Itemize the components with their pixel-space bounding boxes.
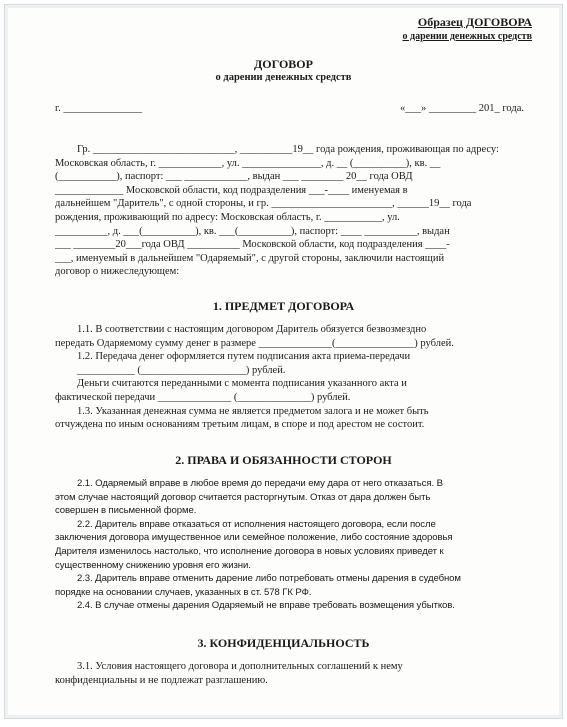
- document-page: [4, 4, 563, 719]
- place-line: г. _______________: [55, 103, 143, 114]
- date-line: «___» _________ 201_ года.: [400, 103, 524, 114]
- section-line: фактической передачи ______________ (______________) рублей.: [55, 391, 351, 403]
- section-line: совершен в письменной форме.: [55, 505, 197, 517]
- section-line: 1.1. В соответствии с настоящим договором Даритель обязуется безвозмездно: [77, 324, 427, 335]
- preamble-line: __________, д. ___(__________), кв. ___(__________), паспорт: ____ __________, выдан: [55, 225, 450, 237]
- section-line: 2.3. Даритель вправе отменить дарение либо потребовать отмены дарения в судебном: [77, 573, 461, 585]
- preamble-line: рождения, проживающий по адресу: Московская область, г. ___________, ул.: [55, 211, 400, 223]
- preamble-line: договор о нижеследующем:: [55, 266, 180, 278]
- section-line: существенному снижению уровня его жизни.: [55, 559, 251, 571]
- section-heading-confidentiality: 3. КОНФИДЕНЦИАЛЬНОСТЬ: [197, 636, 370, 650]
- section-line: 1.3. Указанная денежная сумма не является предметом залога и не может быть: [77, 405, 429, 417]
- section-line: заключения договора имущественное или семейное положение, либо состояние здоровья: [55, 532, 453, 544]
- section-heading-subject: 1. ПРЕДМЕТ ДОГОВОРА: [212, 299, 355, 313]
- preamble-line: (___________), паспорт: ___ ____________, выдан ___ ________ 20__ года ОВД: [55, 171, 413, 183]
- section-line: 2.4. В случае отмены дарения Одаряемый не вправе требовать возмещения убытков.: [77, 600, 455, 612]
- section-body-subject: [55, 323, 529, 432]
- preamble-line: ___, именуемый в дальнейшем "Одаряемый", с другой стороны, заключили настоящий: [55, 252, 445, 264]
- section-line: Деньги считаются переданными с момента подписания указанного акта и: [77, 378, 407, 390]
- section-line: Дарителя изменилось настолько, что исполнение договора в новых условиях приведет к: [55, 545, 444, 557]
- section-line: передать Одаряемому сумму денег в размере ______________(_______________) рублей.: [55, 337, 454, 349]
- sample-caption-line2: о дарении денежных средств: [402, 31, 532, 42]
- section-line: 3.1. Условия настоящего договора и дополнительных соглашений к нему: [77, 661, 403, 672]
- preamble-line: дальнейшем "Даритель", с одной стороны, и гр. _______________________, ______19__ года: [55, 198, 472, 210]
- section-line: отчуждена по иным основаниям третьим лицам, в споре и под арестом не состоит.: [55, 419, 425, 431]
- preamble: [55, 143, 529, 279]
- preamble-line: Московская область, г. ____________, ул. _______________, д. __ (__________), кв. __: [55, 157, 441, 169]
- section-line: 1.2. Передача денег оформляется путем подписания акта приема-передачи: [77, 351, 411, 363]
- preamble-line: Гр. ___________________________, __________19__ года рождения, проживающая по адресу:: [77, 144, 499, 155]
- section-body-confidentiality: [55, 660, 529, 687]
- section-line: этом случае настоящий договор считается расторгнутым. Отказ от дара должен быть: [55, 491, 431, 503]
- sample-caption-line1: Образец ДОГОВОРА: [417, 15, 532, 29]
- document-subtitle: о дарении денежных средств: [215, 72, 352, 83]
- preamble-line: ___ ________20___года ОВД __________ Московской области, код подразделения ____-: [55, 239, 450, 251]
- section-heading-rights: 2. ПРАВА И ОБЯЗАННОСТИ СТОРОН: [175, 453, 392, 467]
- section-line: ___________ (____________________) рублей.: [77, 364, 286, 376]
- document-title: ДОГОВОР: [254, 57, 313, 71]
- section-line: порядке на основании случаев, указанных в ст. 578 ГК РФ.: [55, 586, 312, 598]
- section-line: 2.2. Даритель вправе отказаться от исполнения настоящего договора, если после: [77, 518, 436, 530]
- section-line: конфиденциальны и не подлежат разглашению.: [55, 674, 268, 686]
- sample-caption: [403, 15, 532, 42]
- section-line: 2.1. Одаряемый вправе в любое время до передачи ему дара от него отказаться. В: [77, 478, 443, 489]
- preamble-line: _____________ Московской области, код подразделения ___-____ именуемая в: [55, 184, 408, 196]
- section-body-rights: [55, 477, 529, 613]
